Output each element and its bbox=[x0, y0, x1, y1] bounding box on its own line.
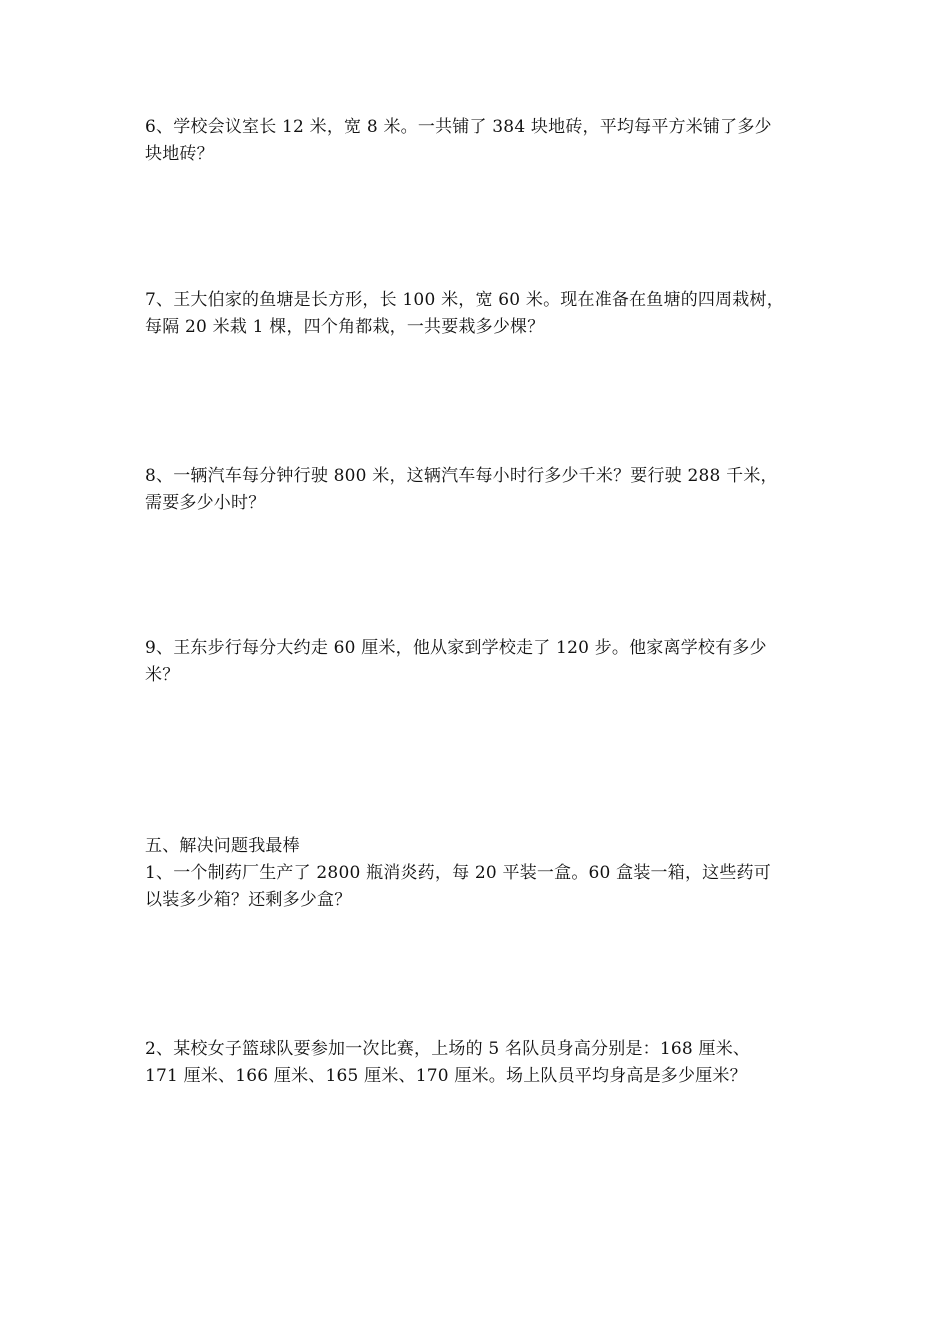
section-5-problem-2-line-2: 171 厘米、166 厘米、165 厘米、170 厘米。场上队员平均身高是多少厘米？ bbox=[145, 1066, 747, 1086]
problem-6-line-1: 6、学校会议室长 12 米，宽 8 米。一共铺了 384 块地砖，平均每平方米铺了多少 bbox=[145, 117, 772, 137]
section-heading: 五、解决问题我最棒 bbox=[145, 836, 300, 856]
problem-7 bbox=[145, 287, 815, 341]
problem-8-line-2: 需要多少小时？ bbox=[145, 493, 266, 513]
problem-9-line-1: 9、王东步行每分大约走 60 厘米，他从家到学校走了 120 步。他家离学校有多少 bbox=[145, 638, 767, 658]
problem-9 bbox=[145, 635, 815, 689]
problem-6 bbox=[145, 114, 815, 168]
problem-7-line-2: 每隔 20 米栽 1 棵，四个角都栽，一共要栽多少棵？ bbox=[145, 317, 545, 337]
section-5-problem-2-line-1: 2、某校女子篮球队要参加一次比赛，上场的 5 名队员身高分别是：168 厘米、 bbox=[145, 1039, 751, 1059]
section-5-problem-1-line-2: 以装多少箱？还剩多少盒？ bbox=[145, 890, 352, 910]
problem-9-line-2: 米？ bbox=[145, 665, 180, 685]
section-5-problem-1-line-1: 1、一个制药厂生产了 2800 瓶消炎药，每 20 平装一盒。60 盒装一箱，这些药可 bbox=[145, 863, 771, 883]
section-5-problem-1 bbox=[145, 860, 815, 914]
problem-6-line-2: 块地砖？ bbox=[145, 144, 214, 164]
problem-8-line-1: 8、一辆汽车每分钟行驶 800 米，这辆汽车每小时行多少千米？要行驶 288 千米， bbox=[145, 466, 778, 486]
section-5-heading bbox=[145, 833, 815, 860]
problem-7-line-1: 7、王大伯家的鱼塘是长方形，长 100 米，宽 60 米。现在准备在鱼塘的四周栽树， bbox=[145, 290, 784, 310]
problem-8 bbox=[145, 463, 815, 517]
section-5-problem-2 bbox=[145, 1036, 815, 1090]
